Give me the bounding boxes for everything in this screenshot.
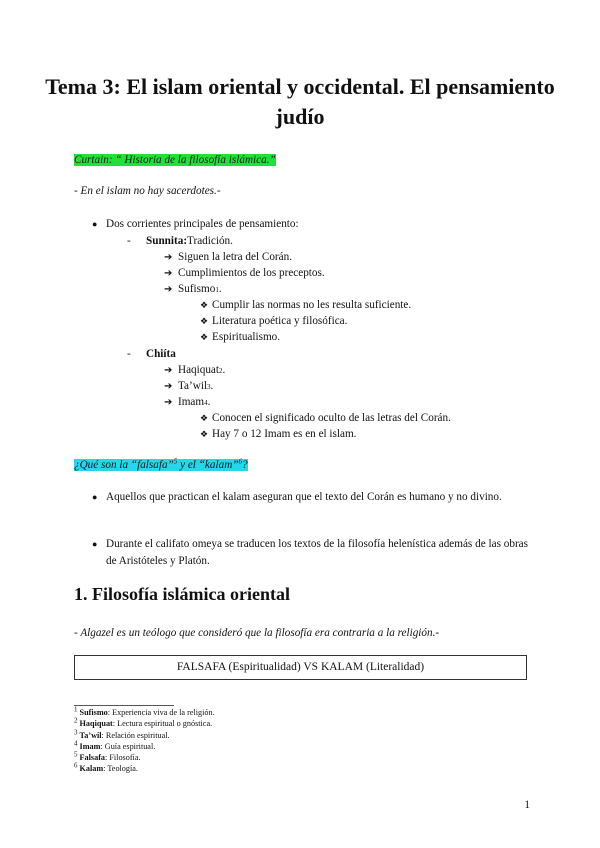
chiita-point: ➔ Ta’wil 3 . xyxy=(164,378,213,395)
question-part: ¿Qué son la “falsafa” xyxy=(74,459,174,471)
comparison-box: FALSAFA (Espiritualidad) VS KALAM (Literalidad) xyxy=(74,655,527,680)
footnote-def: : Filosofía. xyxy=(105,753,141,763)
sufismo-detail-text: Cumplir las normas no les resulta suficiente. xyxy=(212,299,412,311)
chiita-name: Chiíta xyxy=(146,348,176,360)
footnotes xyxy=(74,707,215,775)
bullet-dot-icon: ● xyxy=(92,219,98,229)
footnote-number: 2 xyxy=(74,716,78,725)
dash-marker: - xyxy=(127,235,131,247)
sunnita-point: ➔ Sufismo 1 . xyxy=(164,281,222,298)
imam-detail xyxy=(200,410,451,427)
bullet-dot-icon: ● xyxy=(92,539,98,549)
footnote-term: Sufismo xyxy=(79,708,108,717)
sufismo-detail xyxy=(200,297,411,314)
footnote-divider xyxy=(74,705,174,706)
footnote-term: Ta’wil xyxy=(79,730,102,740)
sunnita-name: Sunnita: xyxy=(146,235,188,247)
intro-note: - En el islam no hay sacerdotes.- xyxy=(74,185,221,197)
chiita-point: ➔ Imam 4 . xyxy=(164,394,210,411)
footnote-number: 1 xyxy=(74,705,78,714)
sunnita-item xyxy=(127,233,233,249)
sunnita-desc: Tradición. xyxy=(187,235,233,247)
footnote-def: : Lectura espiritual o gnóstica. xyxy=(112,719,213,729)
sufismo-detail xyxy=(200,329,280,346)
footnote-ref[interactable]: 6 xyxy=(238,457,242,466)
diamond-bullet-icon: ❖ xyxy=(200,301,209,311)
chiita-point-text: Ta’wil xyxy=(178,380,208,392)
algazel-note: - Algazel es un teólogo que consideró que la filosofía era contraria a la religión.- xyxy=(74,627,440,639)
arrow-right-icon: ➔ xyxy=(164,284,173,295)
imam-detail-text: Conocen el significado oculto de las letras del Corán. xyxy=(212,412,451,424)
chiita-point: ➔ Haqiquat 2 . xyxy=(164,362,225,379)
page-number: 1 xyxy=(524,799,530,811)
footnote-term: Falsafa xyxy=(79,753,106,763)
sunnita-point-text: Sufismo xyxy=(178,283,216,295)
bullet-dot-icon: ● xyxy=(92,492,98,502)
question-part: ? xyxy=(242,459,248,471)
sunnita-point-text: Siguen la letra del Corán. xyxy=(178,251,293,263)
currents-bullet-text: Dos corrientes principales de pensamiento: xyxy=(106,218,299,230)
question-part: y el “kalam” xyxy=(177,459,239,471)
sufismo-detail-text: Espiritualismo. xyxy=(212,331,281,343)
paragraph-text: Durante el califato omeya se traducen los textos de la filosofía helenística además de las obras de Aristóteles y Platón. xyxy=(106,538,528,567)
footnote xyxy=(74,741,215,752)
footnote xyxy=(74,707,215,718)
chiita-point-text: Imam xyxy=(178,396,205,408)
footnote-def: : Guía espiritual. xyxy=(100,741,156,751)
question-heading xyxy=(74,457,248,473)
page-title: Tema 3: El islam oriental y occidental. El pensamiento judío xyxy=(45,74,555,129)
footnote xyxy=(74,718,215,729)
question-text xyxy=(74,459,248,471)
sufismo-detail-text: Literatura poética y filosófica. xyxy=(212,315,348,327)
diamond-bullet-icon: ❖ xyxy=(200,430,209,440)
diamond-bullet-icon: ❖ xyxy=(200,333,209,343)
arrow-right-icon: ➔ xyxy=(164,365,173,376)
paragraph-bullet xyxy=(92,536,528,570)
paragraph-text: Aquellos que practican el kalam aseguran que el texto del Corán es humano y no divino. xyxy=(106,491,502,503)
footnote-ref[interactable]: 5 xyxy=(173,457,178,466)
footnote-def: : Experiencia viva de la religión. xyxy=(107,708,215,717)
imam-detail-text: Hay 7 o 12 Imam es en el islam. xyxy=(212,428,357,440)
footnote xyxy=(74,727,215,741)
arrow-right-icon: ➔ xyxy=(164,252,173,263)
footnote xyxy=(74,763,215,774)
footnote-number: 4 xyxy=(74,739,78,748)
source-note-text: Curtain: “ Historia de la filosofía islámica.” xyxy=(74,154,276,166)
sunnita-point xyxy=(164,249,292,266)
sunnita-point xyxy=(164,265,325,282)
arrow-right-icon: ➔ xyxy=(164,397,173,408)
imam-detail xyxy=(200,426,356,443)
source-note xyxy=(74,152,276,168)
section-heading: 1. Filosofía islámica oriental xyxy=(74,584,290,604)
footnote-def: : Relación espiritual. xyxy=(101,730,170,740)
diamond-bullet-icon: ❖ xyxy=(200,317,209,327)
footnote-term: Haqiquat xyxy=(79,719,113,729)
footnote-def: : Teología. xyxy=(103,764,138,774)
sunnita-point-text: Cumplimientos de los preceptos. xyxy=(178,267,325,279)
sufismo-detail xyxy=(200,313,347,330)
paragraph-bullet xyxy=(92,489,528,506)
footnote-number: 5 xyxy=(74,750,78,759)
footnote xyxy=(74,752,215,763)
dash-marker: - xyxy=(127,348,131,360)
footnote-term: Imam xyxy=(79,741,101,751)
currents-bullet xyxy=(92,216,299,232)
arrow-right-icon: ➔ xyxy=(164,268,173,279)
chiita-point-text: Haqiquat xyxy=(178,364,220,376)
arrow-right-icon: ➔ xyxy=(164,381,173,392)
diamond-bullet-icon: ❖ xyxy=(200,414,209,424)
footnote-term: Kalam xyxy=(79,764,104,774)
footnote-number: 6 xyxy=(74,761,78,770)
footnote-number: 3 xyxy=(74,727,78,736)
chiita-item xyxy=(127,346,176,362)
